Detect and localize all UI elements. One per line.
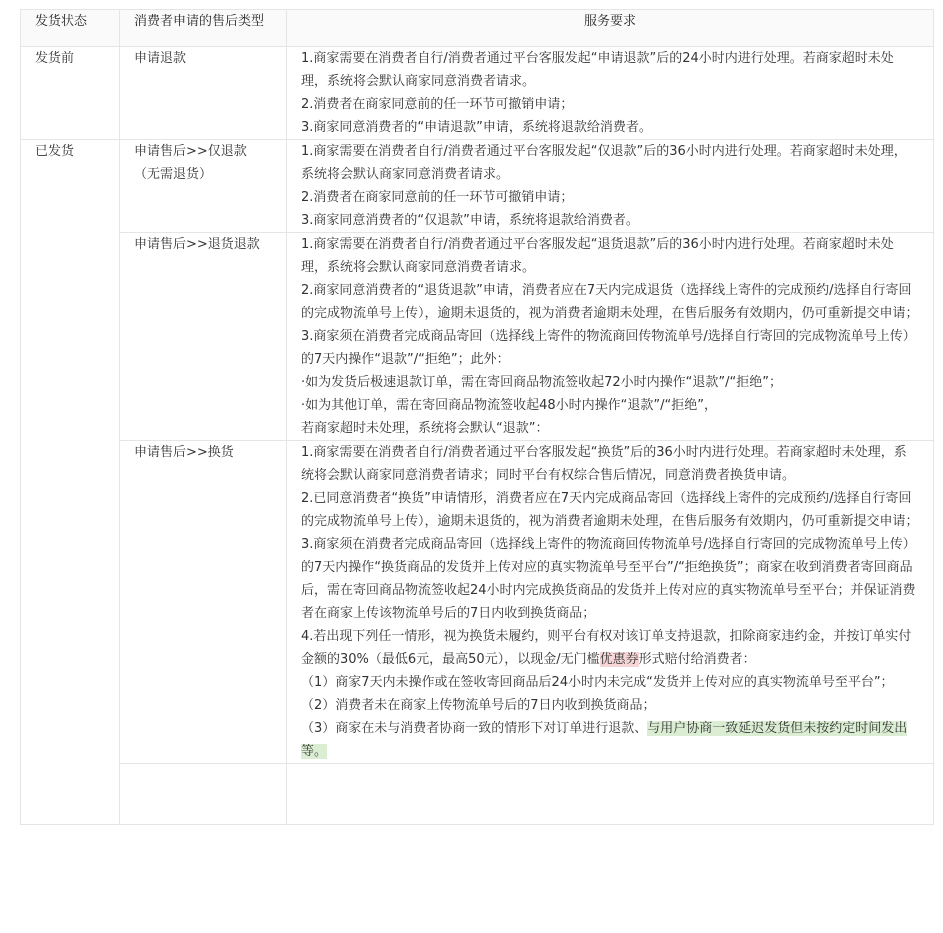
requirement-cell	[287, 233, 934, 441]
type-cell: 申请售后>>换货	[120, 441, 287, 764]
type-cell: 申请售后>>仅退款（无需退货）	[120, 140, 287, 233]
requirement-line: 3.商家同意消费者的“申请退款”申请，系统将退款给消费者。	[301, 120, 652, 135]
type-cell: 申请退款	[120, 47, 287, 140]
coupon-highlight: 优惠券	[599, 652, 639, 667]
requirement-line: 3.商家同意消费者的“仅退款”申请，系统将退款给消费者。	[301, 213, 639, 228]
table-row	[21, 233, 934, 441]
after-sales-policy-table	[20, 9, 934, 825]
type-cell: 申请售后>>退货退款	[120, 233, 287, 441]
header-status: 发货状态	[21, 10, 120, 47]
requirement-line	[301, 625, 919, 671]
requirement-line: 1.商家需要在消费者自行/消费者通过平台客服发起“仅退款”后的36小时内进行处理。若商家超时未处理，系统将会默认商家同意消费者请求。	[301, 144, 907, 182]
requirement-line: 若商家超时未处理，系统将会默认“退款”：	[301, 421, 549, 436]
requirement-subline: （1）商家7天内未操作或在签收寄回商品后24小时内未完成“发货并上传对应的真实物流单号至平台”；	[301, 675, 894, 690]
requirement-cell	[287, 140, 934, 233]
requirement-cell	[287, 764, 934, 825]
requirement-cell	[287, 441, 934, 764]
status-cell: 发货前	[21, 47, 120, 140]
line4-text: 4.若出现下列任一情形，视为换货未履约，则平台有权对该订单支持退款，扣除商家违约金，并按订单实付金额的30%（最低6元，最高50元），以现金/无门槛	[301, 629, 912, 667]
requirement-line: 2.商家同意消费者的“退货退款”申请，消费者应在7天内完成退货（选择线上寄件的完成预约/选择自行寄回的完成物流单号上传），逾期未退货的，视为消费者逾期未处理，在售后服务有效期内，仍可重新提交申请；	[301, 283, 919, 321]
status-cell: 已发货	[21, 140, 120, 825]
requirement-line: ·如为发货后极速退款订单，需在寄回商品物流签收起72小时内操作“退款”/“拒绝”；	[301, 375, 782, 390]
requirement-line: 2.消费者在商家同意前的任一环节可撤销申请；	[301, 190, 574, 205]
requirement-line: 1.商家需要在消费者自行/消费者通过平台客服发起“退货退款”后的36小时内进行处理。若商家超时未处理，系统将会默认商家同意消费者请求。	[301, 237, 894, 275]
line4-text-end: 形式赔付给消费者：	[638, 652, 756, 667]
table-header-row	[21, 10, 934, 47]
delay-highlight: 与用户协商一致延迟发货但未按约定时间发出等。	[301, 721, 908, 759]
requirement-line: 2.消费者在商家同意前的任一环节可撤销申请；	[301, 97, 574, 112]
requirement-subline	[301, 717, 919, 763]
table-row	[21, 47, 934, 140]
requirement-cell	[287, 47, 934, 140]
requirement-line: ·如为其他订单，需在寄回商品物流签收起48小时内操作“退款”/“拒绝”，	[301, 398, 717, 413]
table-row	[21, 441, 934, 764]
requirement-subline: （2）消费者未在商家上传物流单号后的7日内收到换货商品；	[301, 698, 656, 713]
table-row	[21, 764, 934, 825]
type-cell	[120, 764, 287, 825]
header-requirement: 服务要求	[287, 10, 934, 47]
requirement-line: 1.商家需要在消费者自行/消费者通过平台客服发起“申请退款”后的24小时内进行处理。若商家超时未处理，系统将会默认商家同意消费者请求。	[301, 51, 894, 89]
requirement-line: 2.已同意消费者“换货”申请情形，消费者应在7天内完成商品寄回（选择线上寄件的完成预约/选择自行寄回的完成物流单号上传），逾期未退货的，视为消费者逾期未处理，在售后服务有效期内，仍可重新提交申请；	[301, 491, 919, 529]
requirement-line: 3.商家须在消费者完成商品寄回（选择线上寄件的物流商回传物流单号/选择自行寄回的完成物流单号上传）的7天内操作“换货商品的发货并上传对应的真实物流单号至平台”/“拒绝换货”；商家在收到消费者寄回商品后，需在寄回商品物流签收起24小时内完成换货商品的发货并上传对应的真实物流单号至平台；并保证消费者在商家上传该物流单号后的7日内收到换货商品；	[301, 537, 916, 621]
sub3-text: （3）商家在未与消费者协商一致的情形下对订单进行退款、	[301, 721, 648, 736]
requirement-line: 3.商家须在消费者完成商品寄回（选择线上寄件的物流商回传物流单号/选择自行寄回的完成物流单号上传）的7天内操作“退款”/“拒绝”；此外：	[301, 329, 916, 367]
requirement-line: 1.商家需要在消费者自行/消费者通过平台客服发起“换货”后的36小时内进行处理。若商家超时未处理，系统将会默认商家同意消费者请求；同时平台有权综合售后情况，同意消费者换货申请。	[301, 445, 907, 483]
header-type: 消费者申请的售后类型	[120, 10, 287, 47]
table-row	[21, 140, 934, 233]
